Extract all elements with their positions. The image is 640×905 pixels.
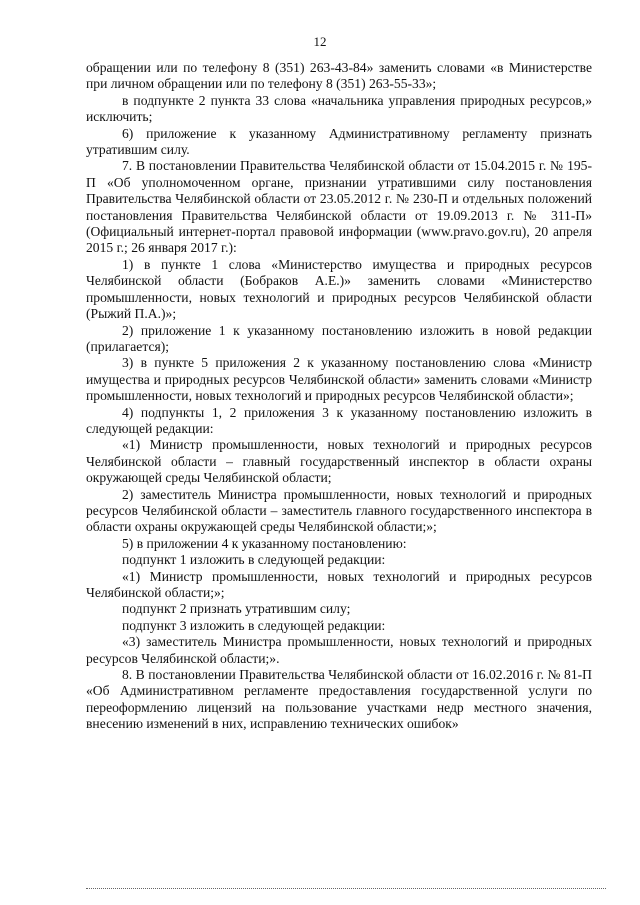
paragraph: 2) заместитель Министра промышленности, новых технологий и природных ресурсов Челябинской области – заместитель главного государственного инспектора в области охраны окружающей среды Челябинской области;»;: [86, 486, 592, 535]
paragraph: в подпункте 2 пункта 33 слова «начальника управления природных ресурсов,» исключить;: [86, 92, 592, 125]
paragraph: 3) в пункте 5 приложения 2 к указанному постановлению слова «Министр имущества и природных ресурсов Челябинской области» заменить словами «Министр промышленности, новых технологий и природных ресурсов Челябинской области»;: [86, 355, 592, 404]
paragraph: «3) заместитель Министра промышленности, новых технологий и природных ресурсов Челябинской области;».: [86, 634, 592, 666]
paragraph: подпункт 2 признать утратившим силу;: [122, 601, 351, 617]
paragraph: подпункт 1 изложить в следующей редакции:: [122, 552, 386, 568]
paragraph: «1) Министр промышленности, новых технологий и природных ресурсов Челябинской области – главный государственный инспектор в области охраны окружающей среды Челябинской области;: [86, 437, 592, 486]
paragraph: 2) приложение 1 к указанному постановлению изложить в новой редакции (прилагается);: [86, 322, 592, 354]
paragraph: 4) подпункты 1, 2 приложения 3 к указанному постановлению изложить в следующей редакции:: [86, 404, 592, 436]
paragraph: 8. В постановлении Правительства Челябинской области от 16.02.2016 г. № 81-П «Об Административном регламенте предоставления государственной услуги по переоформлению лицензий на пользование участками недр местного значения, внесению изменений в них, исправлению технических ошибок»: [86, 667, 592, 732]
paragraph: 6) приложение к указанному Административному регламенту признать утратившим силу.: [86, 125, 592, 158]
paragraph: 1) в пункте 1 слова «Министерство имущества и природных ресурсов Челябинской области (Бобраков А.Е.)» заменить словами «Министерство промышленности, новых технологий и природных ресурсов Челябинской области (Рыжий П.А.)»;: [86, 256, 592, 322]
page-number: 12: [313, 34, 327, 49]
paragraph: 7. В постановлении Правительства Челябинской области от 15.04.2015 г. № 195-П «Об уполномоченном органе, признании утратившими силу постановления Правительства Челябинской области от 23.05.2012 г. № 230-П и отдельных положений постановления Правительства Челябинской области от 19.09.2013 г. № 311-П» (Официальный интернет-портал правовой информации (www.pravo.gov.ru), 20 апреля 2015 г.; 26 января 2017 г.):: [86, 158, 592, 256]
document-body: [86, 60, 592, 733]
footer-divider: [86, 888, 606, 889]
paragraph: обращении или по телефону 8 (351) 263-43-84» заменить словами «в Министерстве при личном обращении или по телефону 8 (351) 263-55-33»;: [86, 60, 592, 92]
paragraph: 5) в приложении 4 к указанному постановлению:: [122, 535, 407, 551]
paragraph: «1) Министр промышленности, новых технологий и природных ресурсов Челябинской области;»;: [86, 568, 592, 600]
paragraph: подпункт 3 изложить в следующей редакции:: [122, 617, 386, 633]
